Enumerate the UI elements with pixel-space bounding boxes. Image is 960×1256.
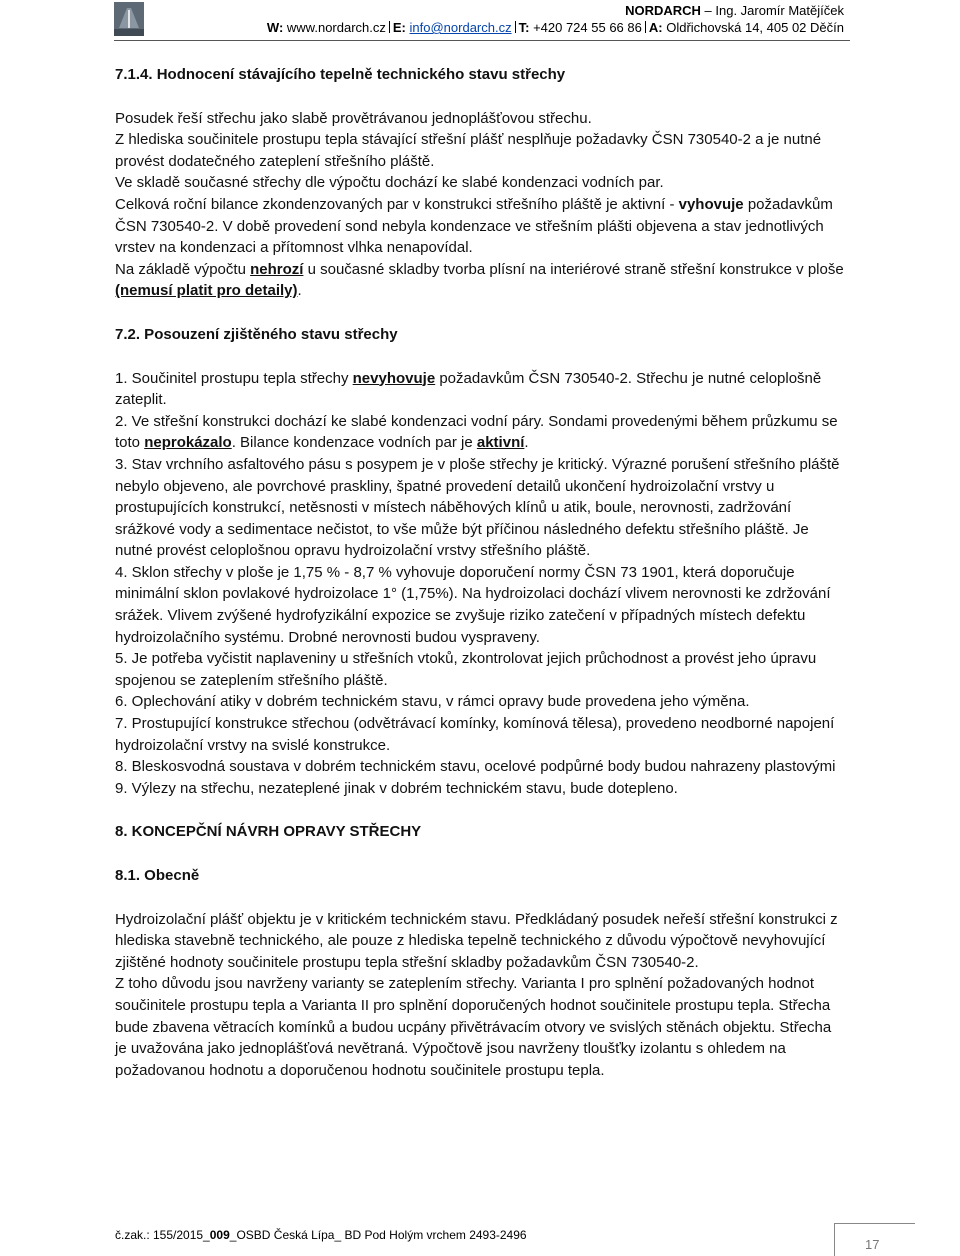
nordarch-logo [114, 2, 144, 36]
paragraph: Posudek řeší střechu jako slabě provětrávanou jednoplášťovou střechu. [115, 109, 592, 127]
section-heading-8-1: 8.1. Obecně [115, 867, 200, 884]
contact-line: W: www.nordarch.cz E: info@nordarch.cz T: +420 724 55 66 86 A: Oldřichovská 14, 405 02 Děčín [266, 20, 844, 35]
company-name: NORDARCH – Ing. Jaromír Matějíček [625, 3, 844, 18]
paragraph: Na základě výpočtu nehrozí u současné skladby tvorba plísní na interiérové straně střešní konstrukce v ploše (nemusí platit pro detaily). [115, 260, 844, 300]
paragraph: Z toho důvodu jsou navrženy varianty se zateplením střechy. Varianta I pro splnění požadovaných hodnot součinitele prostupu tepla a Varianta II pro splnění doporučených hodnot součinitele prostupu tepla. Střecha bude zbavena větracích komínků a budou ucpány přivětrávacím otvory ve svislých stěnách objektu. Střecha je uvažována jako jednoplášťová nevětraná. Výpočtově jsou navrženy tloušťky izolantu s ohledem na požadovanou hodnotu a doporučenou hodnotu součinitele prostupu tepla. [115, 975, 832, 1079]
page-number: 17 [865, 1237, 880, 1252]
section-heading-7-1-4: 7.1.4. Hodnocení stávajícího tepelně technického stavu střechy [115, 66, 566, 83]
paragraph: Celková roční bilance zkondenzovaných par v konstrukci střešního pláště je aktivní - vyhovuje požadavkům ČSN 730540-2. V době provedení sond nebyla kondenzace ve střešním plášti objevena a stav jednotlivých vrstev na kondenzaci a přítomnost vlhka nenapovídal. [115, 195, 833, 257]
list-item: 2. Ve střešní konstrukci dochází ke slabé kondenzaci vodní páry. Sondami provedenými během průzkumu se toto neprokázalo. Bilance kondenzace vodních par je aktivní. [115, 412, 838, 452]
website-link[interactable]: www.nordarch.cz [286, 20, 386, 35]
page-header [114, 0, 850, 41]
email-link[interactable]: info@nordarch.cz [409, 20, 512, 35]
phone-number: +420 724 55 66 86 [533, 20, 642, 35]
list-item: 6. Oplechování atiky v dobrém technickém stavu, v rámci opravy bude provedena jeho výměna. [115, 693, 750, 711]
list-item: 3. Stav vrchního asfaltového pásu s posypem je v ploše střechy je kritický. Výrazné porušení střešního pláště nebylo objeveno, ale povrchové praskliny, špatné provedení detailů ukončení hydroizolační vrstvy u prostupujících konstrukcí, netěsnosti v místech náběhových klínů u atik, boule, nerovnosti, zadržování srážkové vody a sedimentace nečistot, to vše může být příčinou následného defektu střešního pláště. Je nutné provést celoplošnou opravu hydroizolační vrstvy střešního pláště. [115, 455, 840, 560]
paragraph: Ve skladě současné střechy dle výpočtu dochází ke slabé kondenzaci vodních par. [115, 174, 664, 192]
paragraph: Hydroizolační plášť objektu je v kritickém technickém stavu. Předkládaný posudek neřeší střešní konstrukci z hlediska stavebně technického, ale pouze z hlediska tepelně technického z důvodu výpočtově nevyhovující zjištěné hodnoty součinitele prostupu tepla střešní skladby požadavkům ČSN 730540-2. [115, 910, 838, 971]
list-item: 4. Sklon střechy v ploše je 1,75 % - 8,7 % vyhovuje doporučení normy ČSN 73 1901, která doporučuje minimální sklon povlakové hydroizolace 1° (1,75%). Na hydroizolaci dochází vlivem nerovnosti ke zdržování srážek. Vlivem zvýšené hydrofyzikální expozice se zvyšuje riziko zatečení v případných místech defektu hydroizolačního systému. Drobné nerovnosti budou vyspraveny. [115, 563, 831, 646]
address: Oldřichovská 14, 405 02 Děčín [666, 20, 844, 35]
list-item: 7. Prostupující konstrukce střechou (odvětrávací komínky, komínová tělesa), provedeno neodborné napojení hydroizolační vrstvy na svislé konstrukce. [115, 715, 835, 754]
list-item: 9. Výlezy na střechu, nezateplené jinak v dobrém technickém stavu, bude dotepleno. [115, 779, 678, 797]
list-item: 8. Bleskosvodná soustava v dobrém technickém stavu, ocelové podpůrné body budou nahrazeny plastovými [115, 758, 836, 776]
list-item: 5. Je potřeba vyčistit naplaveniny u střešních vtoků, zkontrolovat jejich průchodnost a provést jeho úpravu spojenou se zateplením střešního pláště. [115, 650, 817, 689]
section-heading-8: 8. KONCEPČNÍ NÁVRH OPRAVY STŘECHY [115, 823, 422, 841]
section-heading-7-2: 7.2. Posouzení zjištěného stavu střechy [115, 325, 398, 343]
paragraph: Z hlediska součinitele prostupu tepla stávající střešní plášť nesplňuje požadavky ČSN 730540-2 a je nutné provést dodatečného zateplení střešního pláště. [115, 131, 822, 170]
page-number-box [834, 1223, 915, 1256]
page-footer: č.zak.: 155/2015_009_OSBD Česká Lípa_ BD Pod Holým vrchem 2493-2496 [115, 1228, 527, 1242]
document-body [115, 64, 845, 1081]
list-item: 1. Součinitel prostupu tepla střechy nevyhovuje požadavkům ČSN 730540-2. Střechu je nutné celoplošně zateplit. [115, 369, 822, 409]
